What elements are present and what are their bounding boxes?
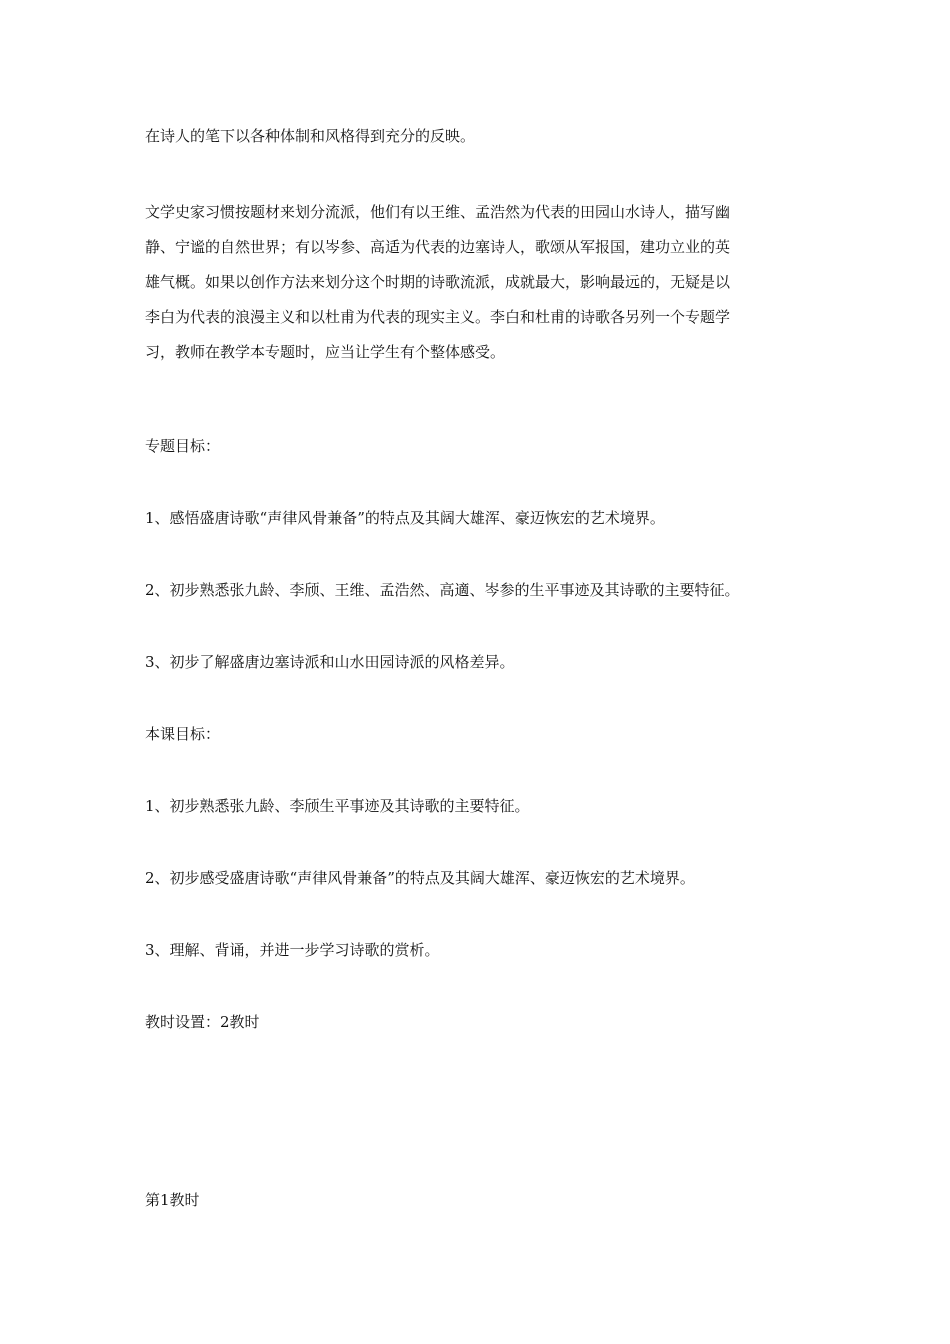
topic-goal-item: 2、初步熟悉张九龄、李颀、王维、孟浩然、高適、岑参的生平事迹及其诗歌的主要特征。 (145, 581, 740, 599)
paragraph-line: 李白为代表的浪漫主义和以杜甫为代表的现实主义。李白和杜甫的诗歌各另列一个专题学 (145, 308, 731, 326)
paragraph-line: 习，教师在教学本专题时，应当让学生有个整体感受。 (145, 343, 506, 361)
topic-goal-item: 3、初步了解盛唐边塞诗派和山水田园诗派的风格差异。 (145, 653, 515, 671)
period-heading: 第1教时 (145, 1191, 200, 1209)
lesson-goal-item: 2、初步感受盛唐诗歌“声律风骨兼备”的特点及其阔大雄浑、豪迈恢宏的艺术境界。 (145, 869, 695, 887)
paragraph-line: 雄气概。如果以创作方法来划分这个时期的诗歌流派，成就最大，影响最远的，无疑是以 (145, 273, 731, 291)
lesson-goal-item: 1、初步熟悉张九龄、李颀生平事迹及其诗歌的主要特征。 (145, 797, 530, 815)
schedule-text: 教时设置：2教时 (145, 1013, 260, 1031)
topic-goals-heading: 专题目标： (145, 437, 221, 455)
lesson-goal-item: 3、理解、背诵，并进一步学习诗歌的赏析。 (145, 941, 440, 959)
genre-paragraph (145, 195, 810, 370)
topic-goal-item: 1、感悟盛唐诗歌“声律风骨兼备”的特点及其阔大雄浑、豪迈恢宏的艺术境界。 (145, 509, 665, 527)
intro-tail-text: 在诗人的笔下以各种体制和风格得到充分的反映。 (145, 127, 476, 145)
paragraph-line: 文学史家习惯按题材来划分流派，他们有以王维、孟浩然为代表的田园山水诗人，描写幽 (145, 203, 731, 221)
lesson-goals-heading: 本课目标： (145, 725, 221, 743)
paragraph-line: 静、宁谧的自然世界；有以岑参、高适为代表的边塞诗人，歌颂从军报国，建功立业的英 (145, 238, 731, 256)
